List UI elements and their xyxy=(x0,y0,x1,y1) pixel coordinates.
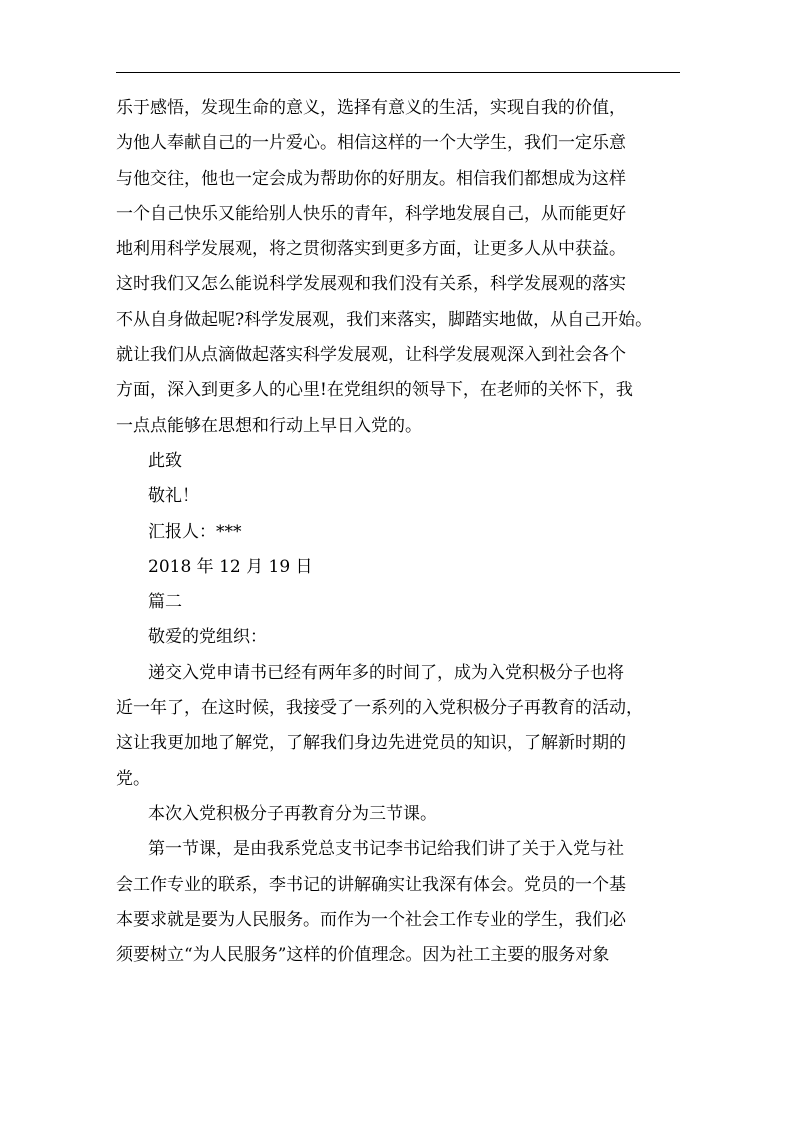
text-line: 为他人奉献自己的一片爱心。相信这样的一个大学生，我们一定乐意 xyxy=(116,133,626,154)
text-line: 敬礼！ xyxy=(148,486,199,507)
text-line: 一点点能够在思想和行动上早日入党的。 xyxy=(116,415,422,436)
text-line: 与他交往，他也一定会成为帮助你的好朋友。相信我们都想成为这样 xyxy=(116,168,626,189)
text-line: 2018 年 12 月 19 日 xyxy=(148,556,313,577)
text-line: 此致 xyxy=(148,450,182,471)
text-line: 近一年了，在这时候，我接受了一系列的入党积极分子再教育的活动， xyxy=(116,698,643,719)
text-line: 这让我更加地了解党，了解我们身边先进党员的知识，了解新时期的 xyxy=(116,733,626,754)
text-line: 递交入党申请书已经有两年多的时间了，成为入党积极分子也将 xyxy=(148,662,624,683)
text-line: 本次入党积极分子再教育分为三节课。 xyxy=(148,803,437,824)
document-body xyxy=(116,91,682,973)
text-line: 党。 xyxy=(116,768,150,789)
text-line: 须要树立“为人民服务”这样的价值理念。因为社工主要的服务对象 xyxy=(116,945,610,966)
text-line: 汇报人：*** xyxy=(148,521,242,542)
text-line: 方面，深入到更多人的心里!在党组织的领导下，在老师的关怀下，我 xyxy=(116,380,633,401)
text-line: 敬爱的党组织： xyxy=(148,627,267,648)
header-rule xyxy=(116,72,680,73)
text-line: 第一节课，是由我系党总支书记李书记给我们讲了关于入党与社 xyxy=(148,839,624,860)
text-line: 篇二 xyxy=(148,592,182,613)
text-line: 乐于感悟，发现生命的意义，选择有意义的生活，实现自我的价值， xyxy=(116,98,626,118)
text-line: 不从自身做起呢?科学发展观，我们来落实，脚踏实地做，从自己开始。 xyxy=(116,309,653,330)
text-line: 一个自己快乐又能给别人快乐的青年，科学地发展自己，从而能更好 xyxy=(116,203,626,224)
text-line: 会工作专业的联系，李书记的讲解确实让我深有体会。党员的一个基 xyxy=(116,874,626,895)
text-line: 这时我们又怎么能说科学发展观和我们没有关系，科学发展观的落实 xyxy=(116,274,626,295)
text-line: 就让我们从点滴做起落实科学发展观，让科学发展观深入到社会各个 xyxy=(116,345,626,366)
text-line: 本要求就是要为人民服务。而作为一个社会工作专业的学生，我们必 xyxy=(116,909,626,930)
text-line: 地利用科学发展观，将之贯彻落实到更多方面，让更多人从中获益。 xyxy=(116,239,626,260)
